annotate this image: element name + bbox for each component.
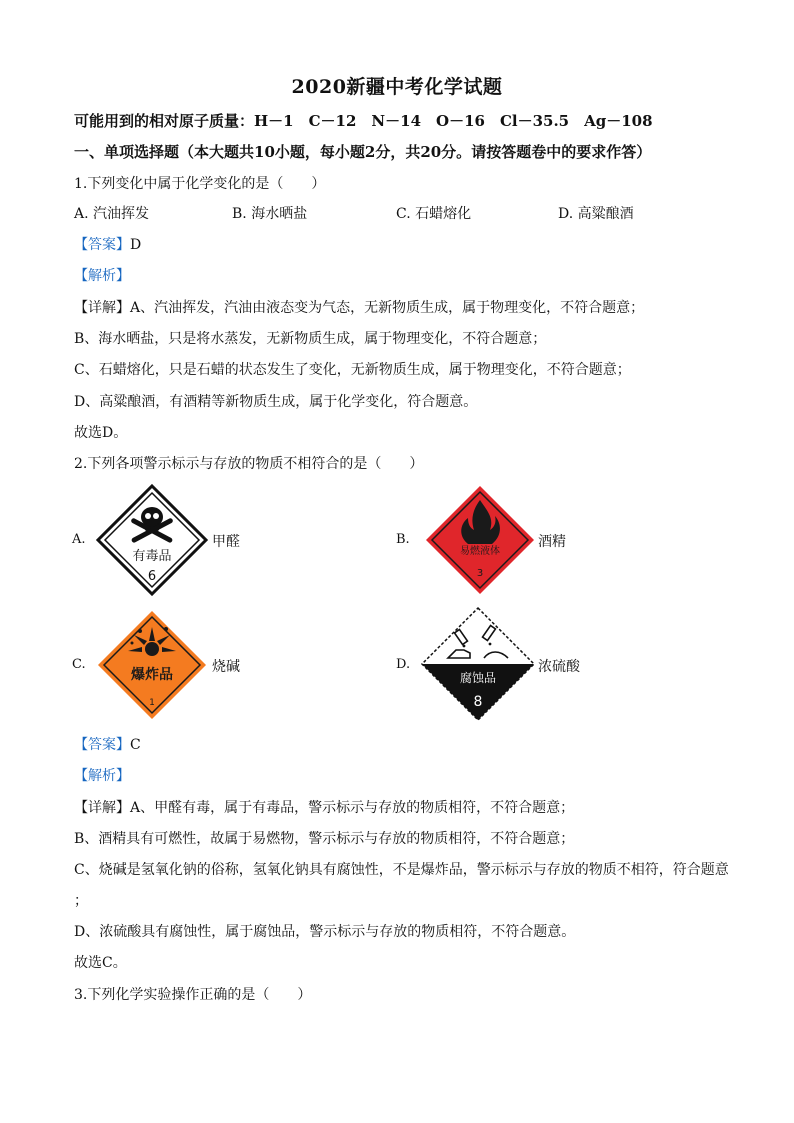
section-heading: 一、单项选择题（本大题共10小题，每小题2分，共20分。请按答题卷中的要求作答） [74,143,652,161]
question-1-analysis-tag: 【解析】 [74,268,130,284]
question-1-detail-c: C、石蜡熔化，只是石蜡的状态发生了变化，无新物质生成，属于物理变化，不符合题意； [74,362,631,378]
option-b-substance: 酒精 [538,534,566,550]
detail-text: A、汽油挥发，汽油由液态变为气态，无新物质生成，属于物理变化，不符合题意； [130,300,645,316]
question-2-stem: 2.下列各项警示标示与存放的物质不相符合的是（ ） [74,456,424,472]
question-1-stem: 1.下列变化中属于化学变化的是（ ） [74,176,326,192]
question-1-answer [74,234,141,254]
option-b-letter: B. [396,532,410,547]
question-2-answer [74,734,141,754]
question-1-option-c: C. 石蜡熔化 [396,206,472,222]
option-a-substance: 甲醛 [212,534,240,550]
option-d-letter: D. [396,657,411,672]
explosive-sign-number: 1 [149,698,155,708]
flammable-liquid-sign-icon [424,484,536,596]
answer-tag: 【答案】 [74,237,130,253]
question-1-detail-d: D、高粱酿酒，有酒精等新物质生成，属于化学变化，符合题意。 [74,394,478,410]
flammable-sign-number: 3 [476,568,484,579]
atomic-masses: 可能用到的相对原子质量：H－1 C－12 N－14 O－16 Cl－35.5 Ag－108 [74,112,653,130]
question-1-detail-a [74,297,644,317]
question-2-detail-b: B、酒精具有可燃性，故属于易燃物，警示标示与存放的物质相符，不符合题意； [74,831,575,847]
question-2-detail-a [74,797,574,817]
option-c-substance: 烧碱 [212,659,240,675]
detail-tag: 【详解】 [74,800,130,816]
detail-text: A、甲醛有毒，属于有毒品，警示标示与存放的物质相符，不符合题意； [130,800,575,816]
answer-value: D [130,237,142,253]
question-1-detail-b: B、海水晒盐，只是将水蒸发，无新物质生成，属于物理变化，不符合题意； [74,331,547,347]
question-3-stem: 3.下列化学实验操作正确的是（ ） [74,987,312,1003]
question-2-detail-c-cont: ； [74,893,88,909]
detail-tag: 【详解】 [74,300,130,316]
explosive-sign-icon [96,609,208,721]
toxic-sign-icon [96,484,208,596]
page-title: 2020新疆中考化学试题 [291,76,503,98]
option-d-substance: 浓硫酸 [538,659,580,675]
question-1-option-a: A. 汽油挥发 [74,206,150,222]
question-2-detail-d: D、浓硫酸具有腐蚀性，属于腐蚀品，警示标示与存放的物质相符，不符合题意。 [74,924,576,940]
toxic-sign-number: 6 [147,569,157,584]
explosive-sign-text: 爆炸品 [131,667,173,683]
option-c-letter: C. [72,657,86,672]
flammable-sign-text: 易燃液体 [460,546,500,557]
question-1-option-d: D. 高粱酿酒 [558,206,634,222]
question-1-conclusion: 故选D。 [74,425,128,441]
corrosive-sign-icon [420,606,536,722]
toxic-sign-text: 有毒品 [132,549,172,564]
option-a-letter: A. [72,532,86,547]
question-2-detail-c: C、烧碱是氢氧化钠的俗称，氢氧化钠具有腐蚀性，不是爆炸品，警示标示与存放的物质不相符，符合题意 [74,862,729,878]
question-2-analysis-tag: 【解析】 [74,768,130,784]
corrosive-sign-number: 8 [473,694,483,710]
answer-value: C [130,737,141,753]
question-2-conclusion: 故选C。 [74,955,127,971]
answer-tag: 【答案】 [74,737,130,753]
corrosive-sign-text: 腐蚀品 [459,671,497,685]
question-1-option-b: B. 海水晒盐 [232,206,308,222]
